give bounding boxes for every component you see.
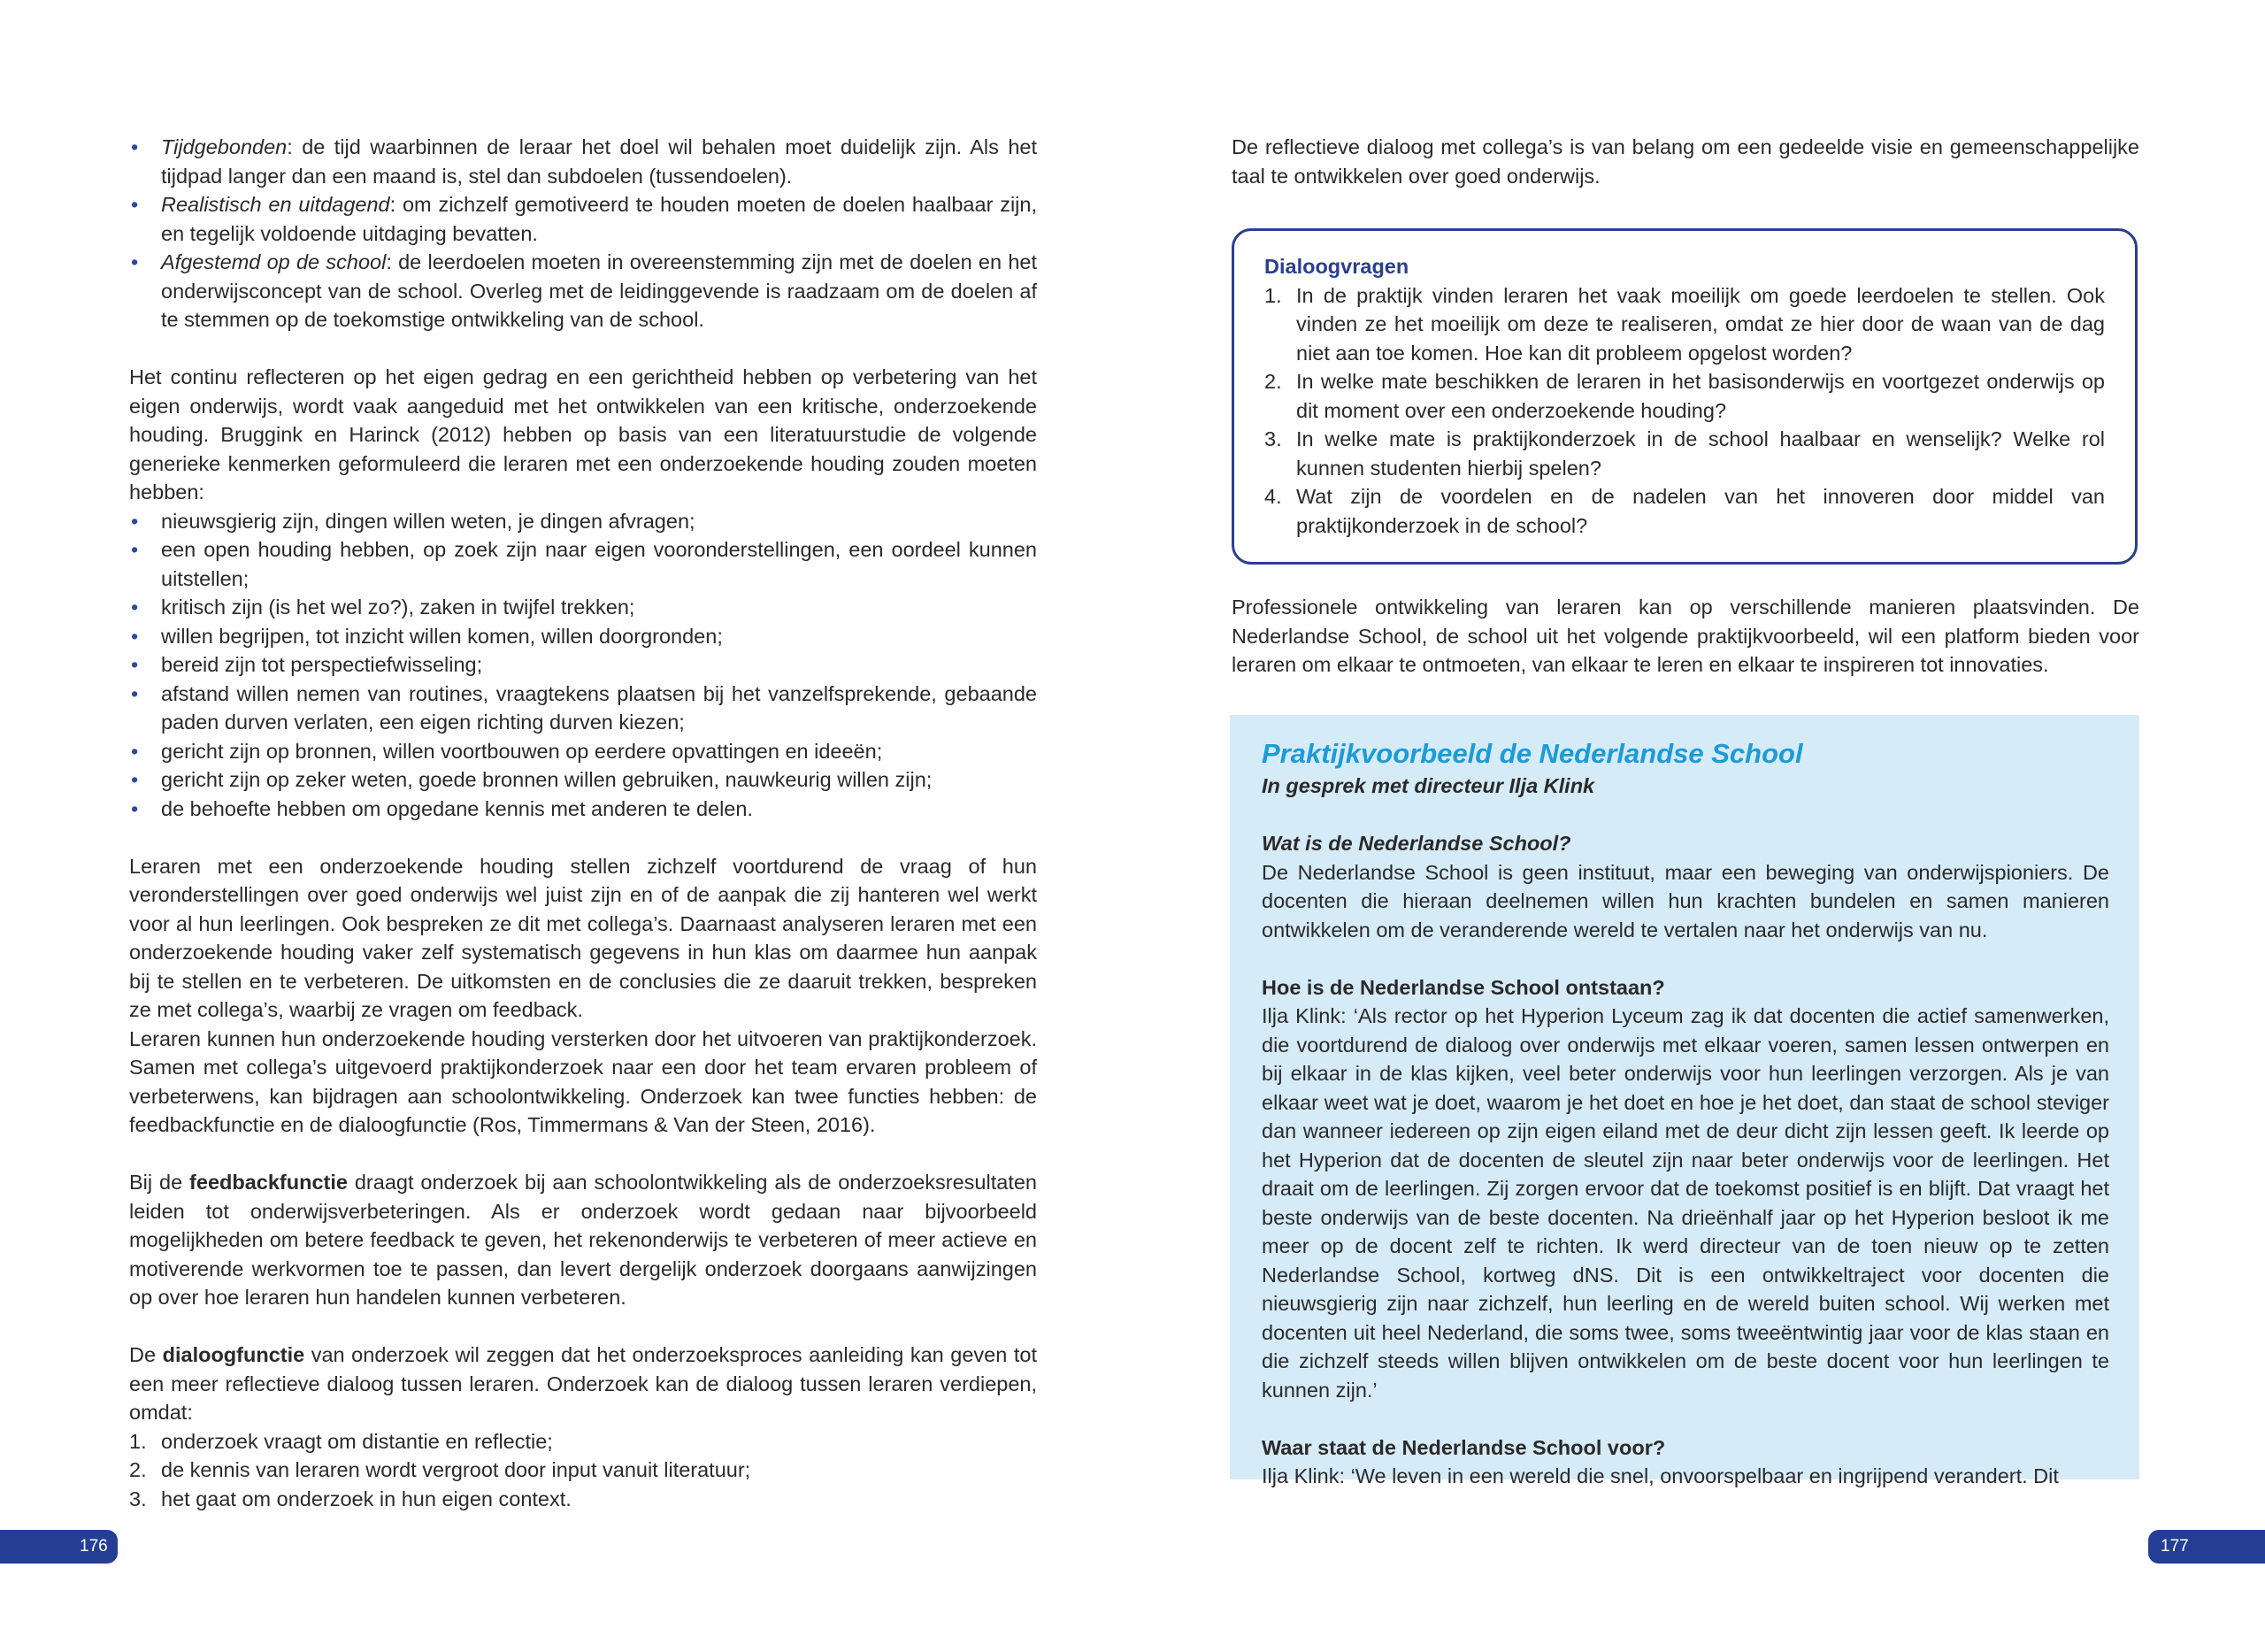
text-run: De bbox=[129, 1343, 163, 1366]
example-question: Wat is de Nederlandse School? bbox=[1262, 832, 1571, 855]
list-item: • gericht zijn op bronnen, willen voortbouwen op eerdere opvattingen en ideeën; bbox=[129, 737, 1037, 766]
list-item bbox=[129, 248, 1037, 334]
list-item: • nieuwsgierig zijn, dingen willen weten, je dingen afvragen; bbox=[129, 507, 1037, 536]
example-answer: Ilja Klink: ‘We leven in een wereld die snel, onvoorspelbaar en ingrijpend verandert. Dit bbox=[1262, 1464, 2059, 1487]
paragraph-feedbackfunctie bbox=[129, 1168, 1037, 1312]
page-number-tab-right bbox=[2148, 1530, 2265, 1564]
list-number: 3. bbox=[129, 1487, 147, 1510]
list-item bbox=[1264, 482, 2105, 540]
dialog-questions-list bbox=[1264, 281, 2105, 541]
paragraph-veronderstellingen: Leraren met een onderzoekende houding stellen zichzelf voortdurend de vraag of hun veronderstellingen over goed onderwijs wel juist zijn en of de aanpak die zij hanteren wel werkt voor al hun leerlingen. Ook bespreken ze dit met collega’s. Daarnaast analyseren leraren met een onderzoekende houding vaker zelf systematisch gegevens in hun klas om daarmee hun aanpak bij te stellen en te verbeteren. De uitkomsten en de conclusies die ze daaruit trekken, bespreken ze met collega’s, waarbij ze vragen om feedback. bbox=[129, 854, 1037, 1021]
paragraph-professionele-ontwikkeling: Professionele ontwikkeling van leraren kan op verschillende manieren plaatsvinden. De Nederlandse School, de school uit het volgende praktijkvoorbeeld, wil een platform bieden voor leraren om elkaar te ontmoeten, van elkaar te leren en elkaar te inspireren tot innovaties. bbox=[1232, 595, 2139, 676]
list-item: • kritisch zijn (is het wel zo?), zaken in twijfel trekken; bbox=[129, 593, 1037, 622]
dialog-questions-box bbox=[1232, 228, 2138, 565]
list-text: onderzoek vraagt om distantie en reflectie; bbox=[161, 1429, 553, 1453]
list-item bbox=[129, 133, 1037, 190]
term-dialoogfunctie: dialoogfunctie bbox=[162, 1343, 305, 1366]
reasons-numbered-list bbox=[129, 1427, 1037, 1514]
text-run: draagt onderzoek bij aan schoolontwikkeling als de onderzoeksresultaten leiden tot onderwijsverbeteringen. Als er onderzoek wordt gedaan naar bijvoorbeeld mogelijkheden om betere feedback te geven, het rekenonderwijs te verbeteren of meer actieve en motiverende werkvormen toe te passen, dan levert dergelijk onderzoek doorgaans aanwijzingen op over hoe leraren hun handelen kunnen verbeteren. bbox=[129, 1171, 1037, 1309]
list-item bbox=[1264, 425, 2105, 482]
list-text: het gaat om onderzoek in hun eigen context. bbox=[161, 1487, 572, 1510]
list-item bbox=[1264, 367, 2105, 425]
page-number: 176 bbox=[80, 1537, 108, 1556]
list-item bbox=[129, 1485, 1037, 1514]
list-item bbox=[1264, 281, 2105, 368]
list-item bbox=[129, 1456, 1037, 1485]
list-text: In welke mate is praktijkonderzoek in de school haalbaar en wenselijk? Welke rol kunnen studenten hierbij spelen? bbox=[1296, 427, 2105, 480]
list-text: de kennis van leraren wordt vergroot door input vanuit literatuur; bbox=[161, 1458, 751, 1481]
paragraph-praktijkonderzoek: Leraren kunnen hun onderzoekende houding versterken door het uitvoeren van praktijkonderzoek. Samen met collega’s uitgevoerd praktijkonderzoek naar een door het team ervaren probleem of verbeterwens, kan bijdragen aan schoolontwikkeling. Onderzoek kan twee functies hebben: de feedbackfunctie en de dialoogfunctie (Ros, Timmermans & Van der Steen, 2016). bbox=[129, 1026, 1037, 1136]
bullet-text: : de leerdoelen moeten in overeenstemming zijn met de doelen en het onderwijsconcept van de school. Overleg met de leidinggevende is raadzaam om de doelen af te stemmen op de toekomstige ontwikkeling van de school. bbox=[161, 250, 1037, 331]
example-answer: De Nederlandse School is geen instituut, maar een beweging van onderwijspioniers. De docenten die hieraan deelnemen willen hun krachten bundelen en samen manieren ontwikkelen om de veranderende wereld te vertalen naar het onderwijs van nu. bbox=[1262, 860, 2109, 941]
page-number: 177 bbox=[2161, 1537, 2189, 1556]
bullet-text: : de tijd waarbinnen de leraar het doel wil behalen moet duidelijk zijn. Als het tijdpad langer dan een maand is, stel dan subdoelen (tussendoelen). bbox=[161, 135, 1037, 188]
bullet-term: Tijdgebonden bbox=[161, 135, 288, 158]
text-run: Bij de bbox=[129, 1171, 190, 1194]
right-page-after-box bbox=[1232, 593, 2139, 680]
example-question: Waar staat de Nederlandse School voor? bbox=[1262, 1435, 1666, 1459]
paragraph-reflectieve-dialoog: De reflectieve dialoog met collega’s is van belang om een gedeelde visie en gemeenschappelijke taal te ontwikkelen over goed onderwijs. bbox=[1232, 135, 2139, 188]
right-page-intro bbox=[1232, 133, 2139, 190]
list-item: • bereid zijn tot perspectiefwisseling; bbox=[129, 650, 1037, 680]
list-item bbox=[129, 190, 1037, 248]
bullet-text: : om zichzelf gemotiveerd te houden moeten de doelen haalbaar zijn, en tegelijk voldoende uitdaging bevatten. bbox=[161, 193, 1037, 245]
list-number: 2. bbox=[129, 1458, 147, 1481]
list-number: 1. bbox=[129, 1429, 147, 1453]
bullet-term: Realistisch en uitdagend bbox=[161, 193, 390, 216]
paragraph-dialoogfunctie bbox=[129, 1341, 1037, 1427]
term-feedbackfunctie: feedbackfunctie bbox=[189, 1171, 348, 1194]
list-number: 3. bbox=[1264, 427, 1282, 450]
box-title: Dialoogvragen bbox=[1264, 255, 1409, 278]
paragraph-onderzoekende-houding: Het continu reflecteren op het eigen gedrag en een gerichtheid hebben op verbetering van het eigen onderwijs, wordt vaak aangeduid met het ontwikkelen van een kritische, onderzoekende houding. Bruggink en Harinck (2012) hebben op basis van een literatuurstudie de volgende generieke kenmerken geformuleerd die leraren met een onderzoekende houding zouden moeten hebben: bbox=[129, 365, 1037, 503]
list-number: 1. bbox=[1264, 283, 1282, 307]
list-item: • willen begrijpen, tot inzicht willen komen, willen doorgronden; bbox=[129, 622, 1037, 651]
list-text: In welke mate beschikken de leraren in het basisonderwijs en voortgezet onderwijs op dit moment over een onderzoekende houding? bbox=[1296, 370, 2105, 422]
example-answer: Ilja Klink: ‘Als rector op het Hyperion Lyceum zag ik dat docenten die actief samenwerken, die voortdurend de dialoog over onderwijs met elkaar voeren, samen lessen ontwerpen en bij elkaar in de klas kijken, veel beter onderwijs voor hun leerlingen verzorgen. Als je van elkaar weet wat je doet, waarom je het doet en hoe je het doet, dan staat de school steviger dan wanneer iedereen op zijn eigen eiland met de deur dicht zijn lessen geeft. Ik leerde op het Hyperion dat de docenten de sleutel zijn naar beter onderwijs voor de leerlingen. Het draait om de leerlingen. Zij zorgen ervoor dat de toekomst positief is en blijft. Dat vraagt het beste onderwijs van de beste docenten. Na drieënhalf jaar op het Hyperion besloot ik me meer op de docent zelf te richten. Ik werd directeur van de toen nieuw op te zetten Nederlandse School, kortweg dNS. Dit is een ontwikkeltraject voor docenten die nieuwsgierig zijn naar zichzelf, hun leerling en de wereld buiten school. Wij werken met docenten uit heel Nederland, die soms twee, soms tweeëntwintig jaar voor de klas staan en die zichzelf steeds willen blijven ontwikkelen om de beste docent voor hun leerlingen te kunnen zijn.’ bbox=[1262, 1004, 2109, 1402]
example-subtitle: In gesprek met directeur Ilja Klink bbox=[1262, 774, 1595, 797]
example-title: Praktijkvoorbeeld de Nederlandse School bbox=[1262, 738, 1803, 769]
left-page-column bbox=[129, 133, 1037, 1513]
example-question: Hoe is de Nederlandse School ontstaan? bbox=[1262, 975, 1665, 999]
practice-example-box bbox=[1230, 715, 2139, 1487]
goals-bullet-list bbox=[129, 133, 1037, 334]
list-text: In de praktijk vinden leraren het vaak moeilijk om goede leerdoelen te stellen. Ook vinden ze het moeilijk om deze te realiseren, omdat ze hier door de waan van de dag niet aan toe komen. Hoe kan dit probleem opgelost worden? bbox=[1296, 283, 2105, 365]
text-run: van onderzoek wil zeggen dat het onderzoeksproces aanleiding kan geven tot een meer reflectieve dialoog tussen leraren. Onderzoek kan de dialoog tussen leraren verdiepen, omdat: bbox=[129, 1343, 1037, 1424]
list-item: • een open houding hebben, op zoek zijn naar eigen vooronderstellingen, een oordeel kunnen uitstellen; bbox=[129, 535, 1037, 593]
list-item: • de behoefte hebben om opgedane kennis met anderen te delen. bbox=[129, 795, 1037, 824]
list-item bbox=[129, 1427, 1037, 1456]
list-item: • afstand willen nemen van routines, vraagtekens plaatsen bij het vanzelfsprekende, gebaande paden durven verlaten, een eigen richting durven kiezen; bbox=[129, 680, 1037, 737]
page-number-tab-left bbox=[0, 1530, 118, 1564]
list-number: 4. bbox=[1264, 485, 1282, 508]
traits-bullet-list bbox=[129, 507, 1037, 824]
bullet-term: Afgestemd op de school bbox=[161, 250, 387, 273]
list-item: • gericht zijn op zeker weten, goede bronnen willen gebruiken, nauwkeurig willen zijn; bbox=[129, 765, 1037, 795]
list-number: 2. bbox=[1264, 370, 1282, 393]
list-text: Wat zijn de voordelen en de nadelen van het innoveren door middel van praktijkonderzoek in de school? bbox=[1296, 485, 2105, 537]
